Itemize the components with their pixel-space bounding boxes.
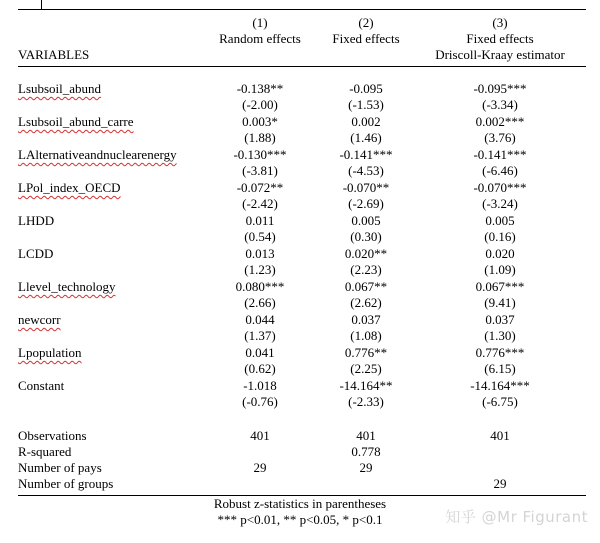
z-stat-cell: (9.41)	[484, 295, 516, 310]
z-stat-cell: (1.30)	[484, 328, 516, 343]
z-stat-cell: (1.46)	[350, 130, 382, 145]
z-stat-cell: (-4.53)	[348, 163, 384, 178]
coefficient-cell: 0.037	[485, 312, 515, 327]
notes-line-1: Robust z-statistics in parentheses	[213, 496, 387, 511]
col1-number: (1)	[252, 15, 268, 30]
z-stat-cell: (-2.69)	[348, 196, 384, 211]
coefficient-cell: 0.005	[351, 213, 381, 228]
variable-label: Llevel_technology	[18, 279, 116, 294]
stat-label: Observations	[18, 428, 87, 443]
table-top-rule	[18, 9, 586, 10]
variable-label: Constant	[18, 378, 65, 393]
coefficient-cell: -0.141***	[473, 147, 527, 162]
col1-title: Random effects	[219, 31, 301, 46]
variables-header: VARIABLES	[18, 47, 90, 62]
coefficient-cell: -0.141***	[339, 147, 393, 162]
col3-title: Fixed effects	[466, 31, 534, 46]
z-stat-cell: (2.66)	[244, 295, 276, 310]
z-stat-cell: (-3.24)	[482, 196, 518, 211]
col3-number: (3)	[492, 15, 508, 30]
stat-label: R-squared	[18, 444, 72, 459]
coefficient-cell: -1.018	[243, 378, 277, 393]
coefficient-cell: 0.002***	[475, 114, 525, 129]
z-stat-cell: (0.16)	[484, 229, 516, 244]
stat-value: 401	[490, 428, 510, 443]
coefficient-cell: 0.037	[351, 312, 381, 327]
coefficient-cell: 0.776***	[475, 345, 525, 360]
stat-value: 401	[356, 428, 376, 443]
z-stat-cell: (-3.81)	[242, 163, 278, 178]
z-stat-cell: (-2.42)	[242, 196, 278, 211]
coefficient-cell: 0.067***	[475, 279, 525, 294]
variable-label: Lsubsoil_abund	[18, 81, 102, 96]
z-stat-cell: (-6.46)	[482, 163, 518, 178]
coefficient-cell: -0.130***	[233, 147, 287, 162]
z-stat-cell: (-6.75)	[482, 394, 518, 409]
z-stat-cell: (-0.76)	[242, 394, 278, 409]
coefficient-cell: -0.095	[349, 81, 383, 96]
coefficient-cell: -0.095***	[473, 81, 527, 96]
table-corner-mark	[41, 0, 42, 9]
coefficient-cell: 0.776**	[344, 345, 388, 360]
variable-label: LCDD	[18, 246, 54, 261]
coefficient-cell: -0.070**	[342, 180, 390, 195]
z-stat-cell: (1.88)	[244, 130, 276, 145]
table-header-rule	[18, 66, 586, 67]
coefficient-cell: -0.072**	[236, 180, 284, 195]
coefficient-cell: 0.002	[351, 114, 381, 129]
variable-label: LHDD	[18, 213, 55, 228]
z-stat-cell: (-2.33)	[348, 394, 384, 409]
z-stat-cell: (-2.00)	[242, 97, 278, 112]
variable-label: Lpopulation	[18, 345, 82, 360]
coefficient-cell: 0.020	[485, 246, 515, 261]
z-stat-cell: (-3.34)	[482, 97, 518, 112]
variable-label: newcorr	[18, 312, 61, 327]
coefficient-cell: 0.041	[245, 345, 275, 360]
z-stat-cell: (0.30)	[350, 229, 382, 244]
z-stat-cell: (2.23)	[350, 262, 382, 277]
stat-value: 29	[493, 476, 507, 491]
variable-label: Lsubsoil_abund_carre	[18, 114, 134, 129]
coefficient-cell: 0.044	[245, 312, 275, 327]
coefficient-cell: 0.067**	[344, 279, 388, 294]
z-stat-cell: (6.15)	[484, 361, 516, 376]
stat-label: Number of groups	[18, 476, 114, 491]
variable-label: LPol_index_OECD	[18, 180, 121, 195]
z-stat-cell: (0.54)	[244, 229, 276, 244]
z-stat-cell: (1.23)	[244, 262, 276, 277]
z-stat-cell: (1.08)	[350, 328, 382, 343]
coefficient-cell: -14.164**	[339, 378, 393, 393]
coefficient-cell: -0.138**	[236, 81, 284, 96]
notes-line-2: *** p<0.01, ** p<0.05, * p<0.1	[217, 512, 383, 527]
stat-value: 401	[250, 428, 270, 443]
z-stat-cell: (0.62)	[244, 361, 276, 376]
coefficient-cell: -0.070***	[473, 180, 527, 195]
coefficient-cell: 0.013	[245, 246, 275, 261]
watermark: 知乎 @Mr Figurant	[445, 508, 588, 526]
coefficient-cell: 0.020**	[344, 246, 388, 261]
stat-label: Number of pays	[18, 460, 102, 475]
col2-title: Fixed effects	[332, 31, 400, 46]
coefficient-cell: 0.080***	[235, 279, 285, 294]
z-stat-cell: (2.62)	[350, 295, 382, 310]
z-stat-cell: (2.25)	[350, 361, 382, 376]
col3-subtitle: Driscoll-Kraay estimator	[435, 47, 565, 62]
coefficient-cell: -14.164***	[470, 378, 530, 393]
stat-value: 29	[253, 460, 267, 475]
stat-value: 0.778	[351, 444, 381, 459]
z-stat-cell: (-1.53)	[348, 97, 384, 112]
coefficient-cell: 0.005	[485, 213, 515, 228]
z-stat-cell: (3.76)	[484, 130, 516, 145]
col2-number: (2)	[358, 15, 374, 30]
z-stat-cell: (1.09)	[484, 262, 516, 277]
coefficient-cell: 0.011	[245, 213, 275, 228]
z-stat-cell: (1.37)	[244, 328, 276, 343]
stat-value: 29	[359, 460, 373, 475]
variable-label: LAlternativeandnuclearenergy	[18, 147, 177, 162]
coefficient-cell: 0.003*	[242, 114, 278, 129]
